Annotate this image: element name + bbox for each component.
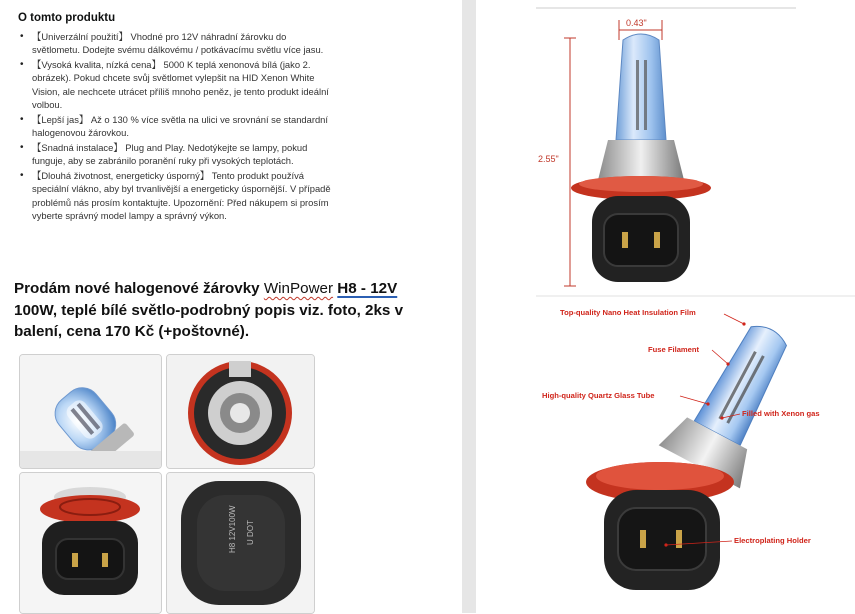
height-dimension-label: 2.55": [538, 154, 559, 164]
offer-part3: 100W, teplé bílé světlo-podrobný popis viz. foto, 2ks v balení, cena 170 Kč (+poštovné).: [14, 301, 404, 340]
dimension-diagram: [476, 0, 855, 300]
bullet-quality: • 【Vysoká kvalita, nízká cena】 5000 K teplá xenonová bílá (jako 2. obrázek). Pokud chcete svůj světlomet vylepšit na HID Xenon White Vision, ale nechcete utrácet příliš mnoho peněz, je tento produkt ideální volbou.: [18, 58, 336, 112]
right-page: [476, 0, 855, 613]
callout-film: Top-quality Nano Heat Insulation Film: [560, 308, 696, 317]
offer-text: [14, 278, 404, 343]
offer-model: H8 - 12V: [337, 280, 398, 297]
offer-part1: Prodám nové halogenové žárovky: [14, 280, 264, 297]
bullet-universal: • 【Univerzální použití】 Vhodné pro 12V náhradní žárovku do světlometu. Dodejte svému dálkovému / potkávacímu světlu více jasu.: [18, 30, 336, 57]
callout-gas: Filled with Xenon gas: [742, 409, 820, 418]
callout-holder: Electroplating Holder: [734, 536, 811, 545]
bullet-lifetime: • 【Dlouhá životnost, energeticky úsporný】 Tento produkt používá speciální vlákno, aby byl trvanlivější a energeticky úspornější. V případě problémů nás prosím kontaktujte. Upozornění: Před nákupem si prosím vyberte správný model lampy a správný výkon.: [18, 169, 336, 223]
bullet-brightness: • 【Lepší jas】 Až o 130 % více světla na ulici ve srovnání se standardní halogenovou žárovkou.: [18, 113, 336, 140]
page-gutter: [462, 0, 476, 613]
width-dimension-label: 0.43": [626, 18, 647, 28]
photo-socket-print: [166, 472, 315, 614]
bullet-installation: • 【Snadná instalace】 Plug and Play. Nedotýkejte se lampy, pokud funguje, aby se zabránilo poranění ruky při vysokých teplotách.: [18, 141, 336, 168]
feature-diagram: [476, 300, 855, 613]
callout-glass: High-quality Quartz Glass Tube: [542, 391, 655, 400]
product-info-bullets: [18, 30, 336, 224]
socket-print-line1: H8 12V100W: [228, 505, 237, 553]
product-info-title: O tomto produktu: [18, 12, 116, 24]
photo-socket-back: [166, 354, 315, 469]
socket-print-line2: U DOT: [246, 520, 255, 545]
offer-brand: WinPower: [263, 280, 334, 297]
callout-filament: Fuse Filament: [648, 345, 700, 354]
photo-bulb-glass: [19, 354, 162, 469]
photo-plug-side: [19, 472, 162, 614]
